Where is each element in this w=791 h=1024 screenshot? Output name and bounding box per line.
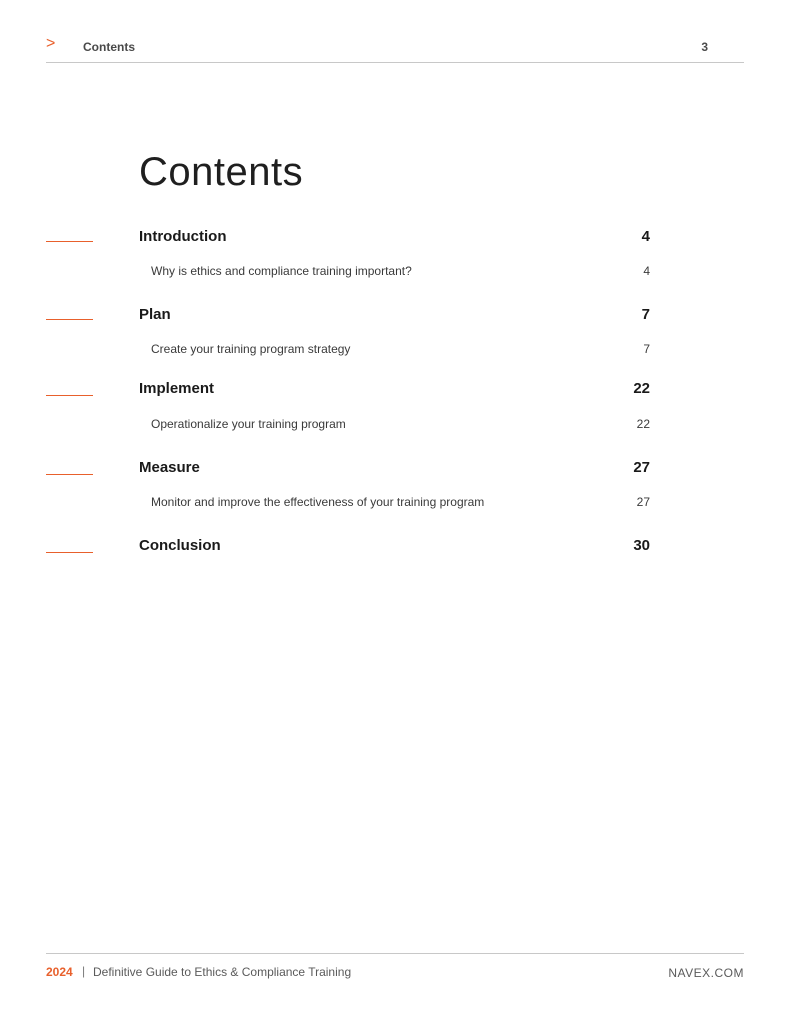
toc-subitem-page: 27 — [636, 495, 650, 509]
toc-section-title[interactable]: Plan — [139, 306, 171, 323]
footer-separator: | — [82, 964, 86, 978]
toc-subitem-title[interactable]: Operationalize your training program — [151, 417, 346, 431]
toc-section-page: 30 — [633, 537, 650, 554]
toc-section-title[interactable]: Introduction — [139, 228, 227, 245]
toc-section-title[interactable]: Conclusion — [139, 537, 221, 554]
section-accent-line — [46, 319, 93, 320]
toc-section-page: 7 — [641, 306, 650, 323]
toc-subitem-title[interactable]: Create your training program strategy — [151, 342, 351, 356]
footer-website: NAVEX.COM — [668, 966, 744, 980]
toc-section-page: 22 — [633, 380, 650, 397]
chevron-right-icon: > — [46, 35, 56, 52]
toc-subitem-page: 4 — [643, 264, 650, 278]
toc-section-title[interactable]: Implement — [139, 380, 215, 397]
toc-subitem-title[interactable]: Monitor and improve the effectiveness of your training program — [151, 495, 485, 509]
footer-year: 2024 — [46, 965, 73, 979]
toc-subitem-page: 7 — [643, 342, 650, 356]
toc-section-page: 27 — [633, 459, 650, 476]
footer-document-title: Definitive Guide to Ethics & Compliance Training — [93, 965, 352, 979]
page-header — [46, 35, 744, 63]
section-accent-line — [46, 241, 93, 242]
page-title: Contents — [139, 150, 304, 194]
page-footer — [46, 953, 744, 984]
section-accent-line — [46, 552, 93, 553]
section-accent-line — [46, 395, 93, 396]
section-accent-line — [46, 474, 93, 475]
toc-subitem-page: 22 — [636, 417, 650, 431]
toc-section-title[interactable]: Measure — [139, 459, 200, 476]
header-page-number: 3 — [701, 40, 708, 54]
toc-section-page: 4 — [641, 228, 650, 245]
toc-subitem-title[interactable]: Why is ethics and compliance training important? — [151, 264, 412, 278]
header-section-title: Contents — [83, 40, 135, 54]
